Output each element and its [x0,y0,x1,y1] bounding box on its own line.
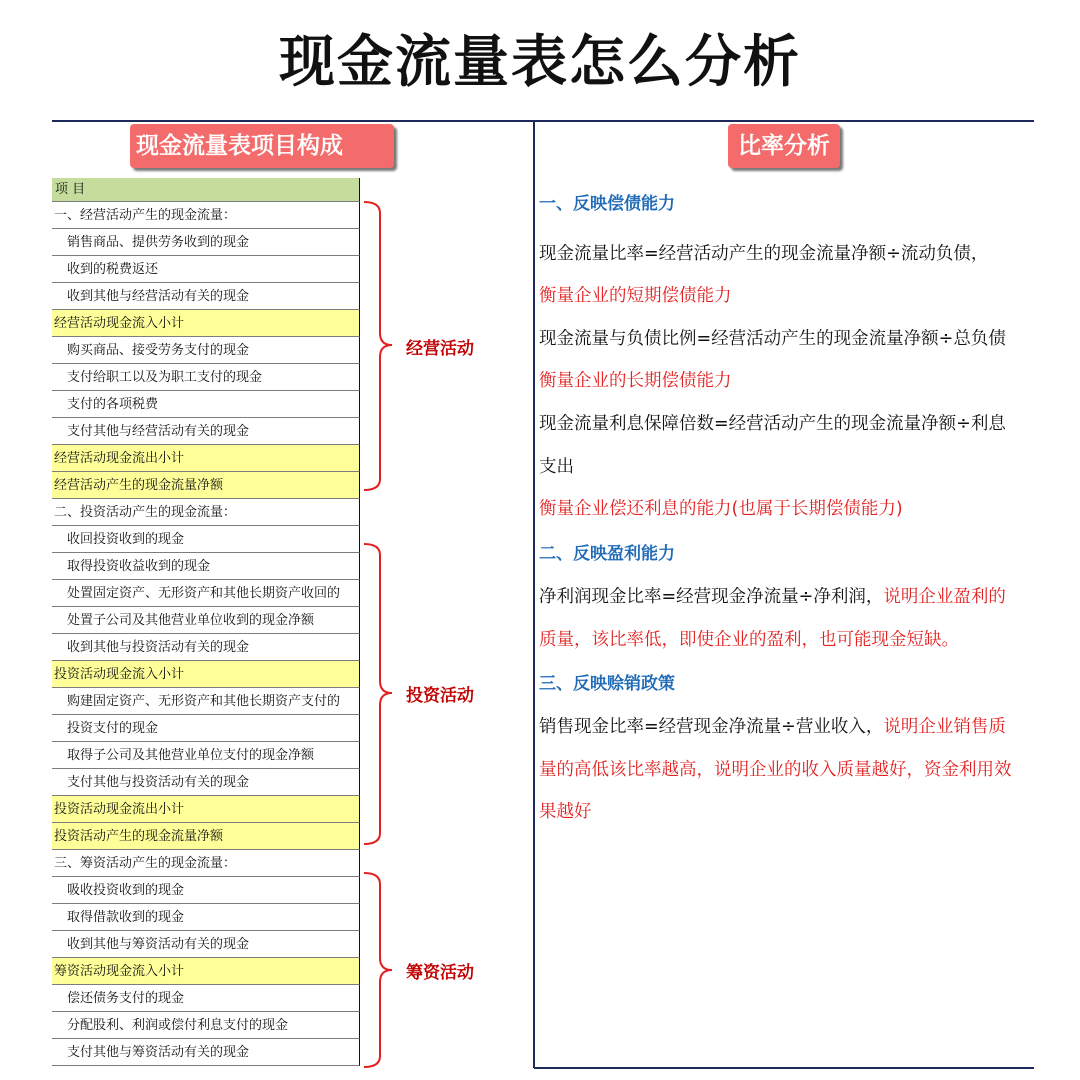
net-profit-cash-ratio-line [539,583,1006,608]
table-row: 经营活动现金流入小计 [52,310,360,337]
investing-brace [362,543,398,845]
table-row: 支付其他与经营活动有关的现金 [52,418,360,445]
table-row: 取得子公司及其他营业单位支付的现金净额 [52,742,360,769]
table-header: 项 目 [52,178,360,202]
left-section-header: 现金流量表项目构成 [130,124,394,168]
heading-profitability: 二、反映盈利能力 [539,544,675,564]
financing-brace [362,872,398,1068]
frame-divider [533,120,535,1068]
table-row: 支付的各项税费 [52,391,360,418]
table-row: 投资活动产生的现金流量净额 [52,823,360,850]
table-row: 筹资活动现金流入小计 [52,958,360,985]
frame-top-left-rule [52,120,534,122]
table-row: 投资支付的现金 [52,715,360,742]
interest-repayment-note: 衡量企业偿还利息的能力(也属于长期偿债能力) [539,499,903,519]
table-row: 收到其他与投资活动有关的现金 [52,634,360,661]
table-row: 投资活动现金流出小计 [52,796,360,823]
sales-cash-ratio-line [539,713,1006,738]
table-row: 投资活动现金流入小计 [52,661,360,688]
heading-solvency: 一、反映偿债能力 [539,194,675,214]
table-row: 支付其他与筹资活动有关的现金 [52,1039,360,1066]
financing-activities-label: 筹资活动 [406,963,474,983]
right-section-header: 比率分析 [728,124,840,168]
interest-coverage-formula-cont: 支出 [539,457,574,477]
operating-brace [362,201,398,491]
interest-coverage-formula: 现金流量利息保障倍数=经营活动产生的现金流量净额÷利息 [539,414,1006,434]
table-row: 购买商品、接受劳务支付的现金 [52,337,360,364]
profit-quality-note: 说明企业盈利的 [883,587,1006,607]
sales-quality-note-cont: 量的高低该比率越高，说明企业的收入质量越好，资金利用效 [539,760,1012,780]
profit-quality-note-cont: 质量，该比率低，即使企业的盈利，也可能现金短缺。 [539,630,959,650]
short-term-solvency-note: 衡量企业的短期偿债能力 [539,286,732,306]
table-row: 二、投资活动产生的现金流量： [52,499,360,526]
table-row: 经营活动现金流出小计 [52,445,360,472]
table-row: 支付给职工以及为职工支付的现金 [52,364,360,391]
cash-flow-ratio-formula: 现金流量比率=经营活动产生的现金流量净额÷流动负债， [539,244,989,264]
table-row: 经营活动产生的现金流量净额 [52,472,360,499]
table-row: 支付其他与投资活动有关的现金 [52,769,360,796]
table-row: 收到其他与经营活动有关的现金 [52,283,360,310]
sales-cash-ratio-formula: 销售现金比率=经营现金净流量÷营业收入， [539,717,884,737]
table-row: 一、经营活动产生的现金流量： [52,202,360,229]
table-row: 分配股利、利润或偿付利息支付的现金 [52,1012,360,1039]
page-title: 现金流量表怎么分析 [279,30,801,95]
table-row: 销售商品、提供劳务收到的现金 [52,229,360,256]
cash-flow-items-table [52,178,360,1066]
table-row: 吸收投资收到的现金 [52,877,360,904]
table-row: 处置子公司及其他营业单位收到的现金净额 [52,607,360,634]
frame-bottom-rule [534,1067,1034,1069]
operating-activities-label: 经营活动 [406,339,474,359]
table-row: 三、筹资活动产生的现金流量： [52,850,360,877]
investing-activities-label: 投资活动 [406,686,474,706]
net-profit-cash-ratio-formula: 净利润现金比率=经营现金净流量÷净利润， [539,587,884,607]
cash-flow-debt-ratio-formula: 现金流量与负债比例=经营活动产生的现金流量净额÷总负债 [539,329,1006,349]
table-row: 取得借款收到的现金 [52,904,360,931]
long-term-solvency-note: 衡量企业的长期偿债能力 [539,371,732,391]
table-row: 收回投资收到的现金 [52,526,360,553]
table-row: 购建固定资产、无形资产和其他长期资产支付的 [52,688,360,715]
table-row: 偿还债务支付的现金 [52,985,360,1012]
sales-quality-note-end: 果越好 [539,802,592,822]
table-row: 收到的税费返还 [52,256,360,283]
sales-quality-note: 说明企业销售质 [883,717,1006,737]
table-row: 收到其他与筹资活动有关的现金 [52,931,360,958]
frame-top-right-rule [534,120,1034,122]
heading-credit-policy: 三、反映赊销政策 [539,674,675,694]
table-row: 处置固定资产、无形资产和其他长期资产收回的 [52,580,360,607]
table-row: 取得投资收益收到的现金 [52,553,360,580]
